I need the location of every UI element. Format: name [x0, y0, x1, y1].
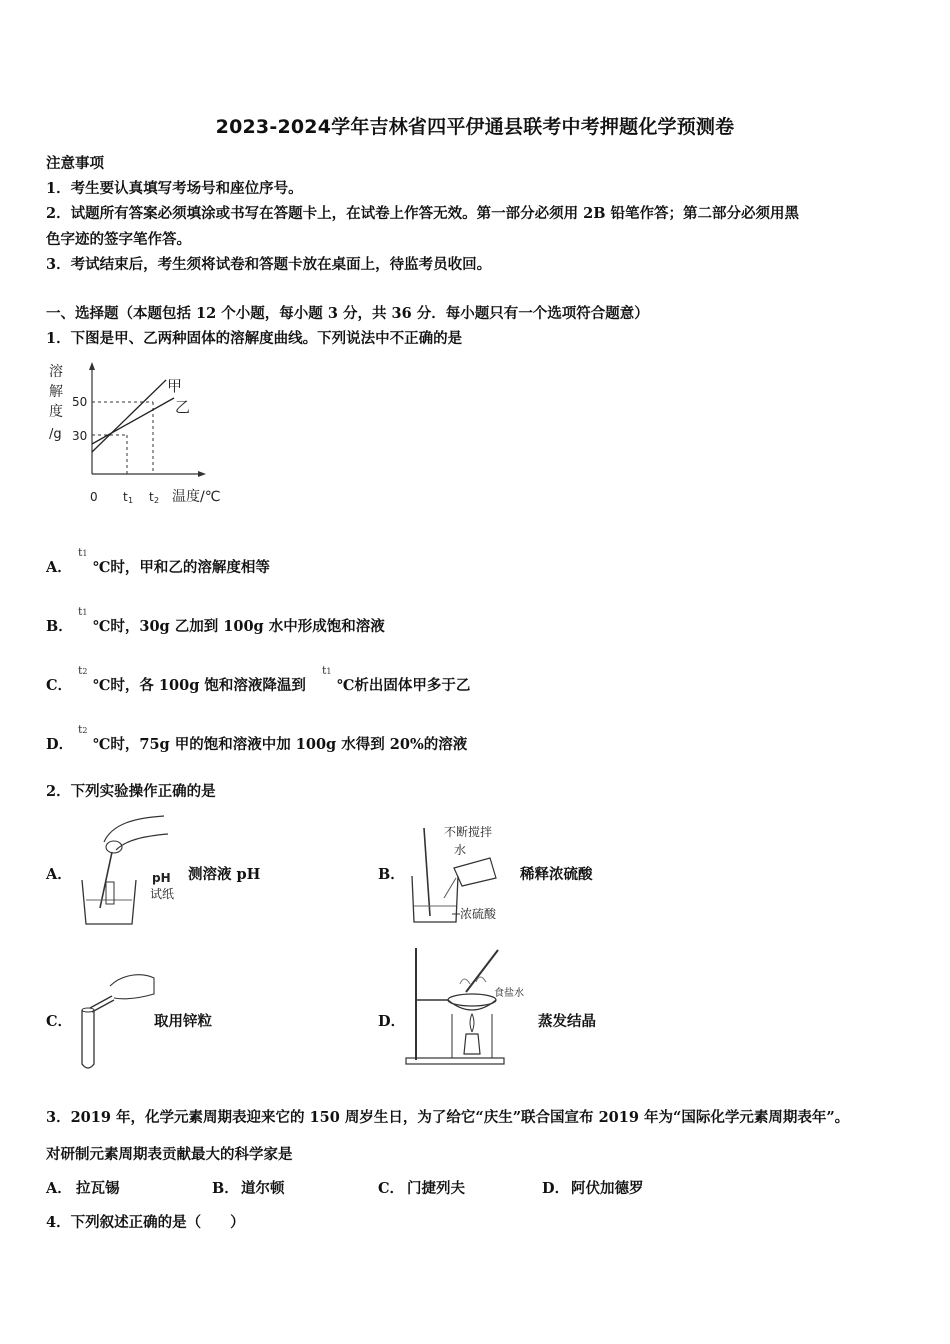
option-letter: A．	[46, 1180, 72, 1197]
x-tick-label: 0	[90, 490, 98, 504]
option-text: 测溶液 pH	[188, 866, 261, 883]
glass-rod	[466, 950, 498, 992]
y-axis-label-char: 度	[49, 404, 63, 420]
option-text: ℃时，各 100g 饱和溶液降温到	[93, 677, 306, 694]
y-axis-label-char: 解	[49, 384, 63, 400]
solubility-curve-graph	[44, 356, 244, 511]
test-tube	[82, 1010, 94, 1068]
y-tick-label: 30	[72, 429, 88, 443]
option-letter: D．	[542, 1180, 570, 1197]
option-text: 阿伏加德罗	[571, 1180, 644, 1197]
x-axis-arrow	[198, 471, 206, 477]
curve-yi	[92, 398, 174, 444]
temp-symbol: t1	[322, 664, 332, 677]
option-text: ℃时，甲和乙的溶解度相等	[93, 559, 270, 576]
temp-symbol: t1	[78, 546, 88, 559]
notice-item: 2．试题所有答案必须填涂或书写在答题卡上，在试卷上作答无效。第一部分必须用 2B 铅笔作答；第二部分必须用黑	[46, 205, 800, 222]
series-label-jia: 甲	[167, 377, 183, 395]
water-label: 水	[454, 843, 467, 857]
option-letter: B．	[378, 866, 405, 883]
ph-label: pH	[152, 871, 171, 885]
option-letter: D．	[378, 1013, 406, 1030]
notice-heading: 注意事项	[46, 155, 104, 172]
evaporating-dish	[448, 994, 496, 1006]
temp-symbol: t2	[78, 723, 88, 736]
y-axis-label-char: 溶	[49, 364, 63, 380]
section-heading: 一、选择题（本题包括 12 个小题，每小题 3 分，共 36 分．每小题只有一个选项符合题意）	[46, 305, 649, 322]
y-tick-label: 50	[72, 395, 88, 409]
page-title: 2023-2024学年吉林省四平伊通县联考中考押题化学预测卷	[215, 116, 735, 138]
evaporation-illustration	[404, 944, 534, 1068]
option-text: ℃时，30g 乙加到 100g 水中形成饱和溶液	[93, 618, 385, 635]
ph-test-illustration	[74, 812, 190, 930]
option-letter: C．	[46, 677, 73, 694]
option-letter: C．	[378, 1180, 405, 1197]
series-label-yi: 乙	[175, 398, 191, 416]
question-2-stem: 2．下列实验操作正确的是	[46, 783, 216, 800]
option-letter: B．	[46, 618, 73, 635]
question-1-stem: 1．下图是甲、乙两种固体的溶解度曲线。下列说法中不正确的是	[46, 330, 463, 347]
curve-jia	[92, 380, 166, 452]
stir-label: 不断搅拌	[444, 825, 493, 839]
option-text: ℃析出固体甲多于乙	[337, 677, 471, 694]
x-tick-label: t	[123, 490, 128, 504]
option-text: 蒸发结晶	[538, 1013, 596, 1030]
paper-label: 试纸	[150, 887, 175, 901]
beaker	[412, 876, 458, 922]
x-tick-subscript: 2	[154, 496, 160, 505]
option-letter: C．	[46, 1013, 73, 1030]
notice-item: 色字迹的签字笔作答。	[46, 231, 191, 248]
alcohol-lamp	[464, 1034, 480, 1054]
dilute-acid-illustration	[404, 818, 516, 932]
hand	[110, 975, 154, 999]
option-letter: A．	[46, 559, 72, 576]
option-letter: A．	[46, 866, 72, 883]
tweezers	[90, 996, 112, 1008]
temp-symbol: t1	[78, 605, 88, 618]
option-letter: D．	[46, 736, 74, 753]
y-axis-label-char: /g	[49, 427, 62, 442]
beaker	[82, 880, 136, 924]
question-3-stem: 3．2019 年，化学元素周期表迎来它的 150 周岁生日，为了给它“庆生”联合国宣布 2019 年为“国际化学元素周期表年”。	[46, 1109, 850, 1126]
zinc-grain-illustration	[70, 968, 160, 1072]
pouring-beaker	[454, 858, 496, 886]
temp-symbol: t2	[78, 664, 88, 677]
notice-item: 1．考生要认真填写考场号和座位序号。	[46, 180, 303, 197]
x-tick-subscript: 1	[128, 496, 134, 505]
option-text: 门捷列夫	[407, 1180, 465, 1197]
x-axis-label: 温度/℃	[172, 489, 221, 505]
notice-item: 3．考试结束后，考生须将试卷和答题卡放在桌面上，待监考员收回。	[46, 256, 492, 273]
question-3-stem-cont: 对研制元素周期表贡献最大的科学家是	[46, 1146, 293, 1163]
x-tick-label: t	[149, 490, 154, 504]
option-text: 道尔顿	[241, 1180, 285, 1197]
option-text: 稀释浓硫酸	[520, 866, 593, 883]
option-text: 取用锌粒	[154, 1013, 212, 1030]
option-text: 拉瓦锡	[76, 1180, 120, 1197]
acid-label: 浓硫酸	[460, 907, 497, 921]
brine-label: 食盐水	[494, 988, 524, 999]
option-text: ℃时，75g 甲的饱和溶液中加 100g 水得到 20%的溶液	[93, 736, 468, 753]
y-axis-arrow	[89, 362, 95, 370]
glass-rod	[424, 828, 430, 916]
option-letter: B．	[212, 1180, 239, 1197]
question-4-stem: 4．下列叙述正确的是（ ）	[46, 1214, 245, 1231]
